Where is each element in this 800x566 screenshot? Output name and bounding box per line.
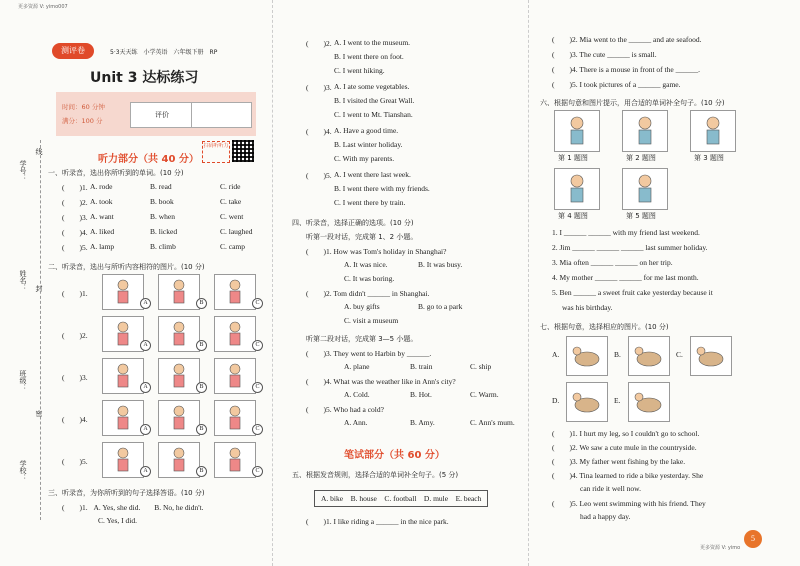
s7-item: ( )3. My father went fishing by the lake. (552, 457, 686, 466)
s7-item: can ride it well now. (580, 484, 641, 493)
s7-label: E. (614, 396, 621, 405)
s4-opt-c: C. ship (470, 362, 492, 371)
s2-option-bubble[interactable]: B (196, 424, 207, 435)
header-source: 更多资源 V: yimo007 (18, 4, 68, 10)
s7-picture[interactable] (628, 382, 670, 422)
s7-pictures (552, 336, 782, 426)
s6-caption: 第 3 题图 (694, 154, 724, 162)
s2-option-bubble[interactable]: A (140, 466, 151, 477)
s6-item: 4. My mother ______ ______ for me last month. (552, 273, 699, 282)
binding-line (40, 140, 42, 520)
s6-caption: 第 4 题图 (558, 212, 588, 220)
s4-opt-a: A. Cold. (344, 390, 370, 399)
s4-opt-b: B. train (410, 362, 433, 371)
s2-picture[interactable] (102, 400, 144, 436)
s6-pictures (552, 110, 782, 226)
s4-question: ( )5. Who had a cold? (306, 405, 384, 414)
s3-no-1: ( )1. (62, 503, 88, 512)
s1-no: ( )5. (62, 243, 88, 252)
s4-opt-c: C. Warm. (470, 390, 499, 399)
s7-item: ( )5. Leo went swimming with his friend. They (552, 499, 706, 508)
s6-caption: 第 5 题图 (626, 212, 656, 220)
listening-part-title: 听力部分（共 40 分） (98, 154, 199, 165)
s2-picture[interactable] (214, 316, 256, 352)
s4-opt-c: C. It was boring. (344, 274, 395, 283)
s6-item: was his birthday. (562, 303, 613, 312)
s3-opt-c: C. With my parents. (334, 154, 395, 163)
name-label: 姓名： (19, 270, 27, 291)
s2-option-bubble[interactable]: A (140, 424, 151, 435)
s7-item: ( )1. I hurt my leg, so I couldn't go to school. (552, 429, 700, 438)
s7-heading: 七、根据句意，选择相应的图片。(10 分) (540, 323, 669, 331)
score-divider (191, 103, 192, 127)
qr-code-icon[interactable] (232, 140, 254, 162)
s5-wordbox: A. bike B. house C. football D. mule E. beach (314, 490, 488, 507)
s2-no: ( )4. (62, 415, 88, 424)
s3-opt-a: A. I went to the museum. (334, 38, 411, 47)
s1-opt-c: C. camp (220, 242, 245, 251)
time-limit: 时间：60 分钟 (62, 103, 105, 111)
fold-line-2 (528, 0, 530, 566)
s4-opt-a: A. Ann. (344, 418, 368, 427)
s1-no: ( )2. (62, 198, 88, 207)
s2-no: ( )2. (62, 331, 88, 340)
s4-opt-a: A. plane (344, 362, 370, 371)
s2-option-bubble[interactable]: B (196, 466, 207, 477)
s3-opt-a: A. I went there last week. (334, 170, 411, 179)
s5-item: ( )4. There is a mouse in front of the ______. (552, 65, 700, 74)
s1-opt-a: A. want (90, 212, 114, 221)
s3-item-no: ( )3. (306, 83, 332, 92)
s2-picture[interactable] (158, 442, 200, 478)
s6-picture[interactable] (622, 168, 668, 210)
s2-picture[interactable] (102, 274, 144, 310)
s2-no: ( )3. (62, 373, 88, 382)
s2-picture[interactable] (214, 442, 256, 478)
s2-option-bubble[interactable]: C (252, 340, 263, 351)
s2-option-bubble[interactable]: C (252, 298, 263, 309)
s1-opt-a: A. liked (90, 227, 115, 236)
s7-picture[interactable] (628, 336, 670, 376)
s1-opt-b: B. book (150, 197, 174, 206)
s3-opt-a-1: A. Yes, she did. (93, 503, 141, 512)
s3-opt-b: B. I went there on foot. (334, 52, 404, 61)
s2-picture[interactable] (158, 316, 200, 352)
s4-heading: 四、听录音，选择正确的选项。(10 分) (292, 219, 414, 227)
s6-item: 1. I ______ ______ with my friend last weekend. (552, 228, 700, 237)
s4-intro-2: 听第二段对话，完成第 3—5 小题。 (306, 335, 418, 343)
s1-opt-a: A. took (90, 197, 113, 206)
s2-picture[interactable] (102, 316, 144, 352)
s5-item-1: ( )1. I like riding a ______ in the nice park. (306, 517, 449, 526)
s2-option-bubble[interactable]: C (252, 382, 263, 393)
s5-item: ( )5. I took pictures of a ______ game. (552, 80, 681, 89)
s2-picture[interactable] (214, 274, 256, 310)
s3-item-no: ( )2. (306, 39, 332, 48)
s4-opt-b: B. go to a park (418, 302, 463, 311)
school-label: 学校： (19, 460, 27, 481)
s2-option-bubble[interactable]: B (196, 298, 207, 309)
s2-heading: 二、听录音，选出与所听内容相符的图片。(10 分) (48, 263, 205, 271)
page-number: 5 (744, 530, 762, 548)
s2-picture[interactable] (158, 274, 200, 310)
s2-no: ( )1. (62, 289, 88, 298)
s7-picture[interactable] (690, 336, 732, 376)
footer-source: 更多资源 V: yimo (700, 545, 741, 551)
s1-no: ( )3. (62, 213, 88, 222)
s6-picture[interactable] (554, 110, 600, 152)
seal-mark-char: 密 (35, 410, 43, 417)
s5-item: ( )3. The cute ______ is small. (552, 50, 657, 59)
s3-opt-a: A. Have a good time. (334, 126, 399, 135)
test-badge: 测评卷 (52, 43, 94, 59)
s1-opt-b: B. climb (150, 242, 176, 251)
s7-label: D. (552, 396, 560, 405)
s2-option-bubble[interactable]: B (196, 340, 207, 351)
s1-opt-a: A. rode (90, 182, 113, 191)
s4-opt-a: A. It was nice. (344, 260, 388, 269)
series-info: 5·3天天练 小学英语 六年级下册 RP (110, 49, 218, 56)
s7-label: A. (552, 350, 560, 359)
s4-opt-c: C. Ann's mum. (470, 418, 515, 427)
s1-opt-b: B. licked (150, 227, 178, 236)
s2-picture[interactable] (158, 400, 200, 436)
score-box (130, 102, 252, 128)
s3-item-no: ( )4. (306, 127, 332, 136)
s7-picture[interactable] (566, 336, 608, 376)
s3-opt-c: C. I went to Mt. Tianshan. (334, 110, 413, 119)
s1-no: ( )4. (62, 228, 88, 237)
s1-opt-b: B. when (150, 212, 175, 221)
s1-heading: 一、听录音，选出你所听到的单词。(10 分) (48, 169, 184, 177)
s6-item: 3. Mia often ______ ______ on her trip. (552, 258, 673, 267)
s2-no: ( )5. (62, 457, 88, 466)
s4-opt-b: B. Hot. (410, 390, 432, 399)
s4-opt-b: B. Amy. (410, 418, 435, 427)
s7-item: ( )4. Tina learned to ride a bike yesterday. She (552, 471, 704, 480)
s6-picture[interactable] (690, 110, 736, 152)
page-title: Unit 3 达标练习 (90, 70, 199, 86)
score-label: 评价 (155, 111, 169, 119)
s4-opt-c: C. visit a museum (344, 316, 399, 325)
s3-opt-c-1: C. Yes, I did. (98, 516, 137, 525)
s7-item: ( )2. We saw a cute mule in the countryside. (552, 443, 697, 452)
fold-line-1 (272, 0, 274, 566)
s1-opt-b: B. read (150, 182, 172, 191)
s1-opt-c: C. laughed (220, 227, 253, 236)
s1-opt-c: C. take (220, 197, 242, 206)
s2-picture[interactable] (158, 358, 200, 394)
s1-opt-c: C. ride (220, 182, 241, 191)
s1-opt-a: A. lamp (90, 242, 115, 251)
s3-item-1 (62, 502, 204, 513)
s7-label: C. (676, 350, 683, 359)
total-score: 满分：100 分 (62, 117, 103, 125)
s3-item-no: ( )5. (306, 171, 332, 180)
class-label: 班级： (19, 370, 27, 391)
s3-opt-c: C. I went there by train. (334, 198, 406, 207)
s2-option-bubble[interactable]: A (140, 382, 151, 393)
s4-opt-b: B. It was busy. (418, 260, 463, 269)
s4-question: ( )3. They went to Harbin by ______. (306, 349, 432, 358)
s6-picture[interactable] (554, 168, 600, 210)
seal-line-char: 线 (35, 148, 43, 155)
s3-opt-a: A. I ate some vegetables. (334, 82, 410, 91)
s3-opt-b: B. I went there with my friends. (334, 184, 430, 193)
seal-char: 封 (35, 285, 43, 292)
s2-picture[interactable] (214, 358, 256, 394)
s5-item: ( )2. Mia went to the ______ and ate seafood. (552, 35, 702, 44)
s6-heading: 六、根据句意和图片提示，用合适的单词补全句子。(10 分) (540, 99, 725, 107)
s6-item: 5. Ben ______ a sweet fruit cake yesterday because it (552, 288, 713, 297)
s4-opt-a: A. buy gifts (344, 302, 380, 311)
s3-opt-c: C. I went hiking. (334, 66, 385, 75)
s1-opt-c: C. went (220, 212, 244, 221)
s3-opt-b-1: B. No, he didn't. (154, 503, 204, 512)
s6-item: 2. Jim ______ ______ ______ last summer holiday. (552, 243, 708, 252)
s4-question: ( )4. What was the weather like in Ann's city? (306, 377, 456, 386)
s7-item: had a happy day. (580, 512, 631, 521)
s2-option-bubble[interactable]: A (140, 298, 151, 309)
s2-option-bubble[interactable]: C (252, 424, 263, 435)
s2-picture[interactable] (214, 400, 256, 436)
s2-picture[interactable] (102, 358, 144, 394)
s4-question: ( )1. How was Tom's holiday in Shanghai? (306, 247, 447, 256)
s2-picture[interactable] (102, 442, 144, 478)
s3-opt-b: B. I visited the Great Wall. (334, 96, 415, 105)
s2-option-bubble[interactable]: C (252, 466, 263, 477)
student-id-label: 学号： (19, 160, 27, 181)
s2-option-bubble[interactable]: B (196, 382, 207, 393)
s4-intro-1: 听第一段对话，完成第 1、2 小题。 (306, 233, 418, 241)
s1-no: ( )1. (62, 183, 88, 192)
s5-heading: 五、根据发音规则，选择合适的单词补全句子。(5 分) (292, 471, 459, 479)
s3-heading: 三、听录音，为你所听到的句子选择答语。(10 分) (48, 489, 205, 497)
s7-picture[interactable] (566, 382, 608, 422)
s3-opt-b: B. Last winter holiday. (334, 140, 403, 149)
s7-label: B. (614, 350, 621, 359)
s2-option-bubble[interactable]: A (140, 340, 151, 351)
s6-caption: 第 1 题图 (558, 154, 588, 162)
s4-question: ( )2. Tom didn't ______ in Shanghai. (306, 289, 430, 298)
written-part-title: 笔试部分（共 60 分） (344, 450, 445, 461)
scan-stamp: 扫码听听力 (202, 141, 230, 163)
s6-caption: 第 2 题图 (626, 154, 656, 162)
s6-picture[interactable] (622, 110, 668, 152)
